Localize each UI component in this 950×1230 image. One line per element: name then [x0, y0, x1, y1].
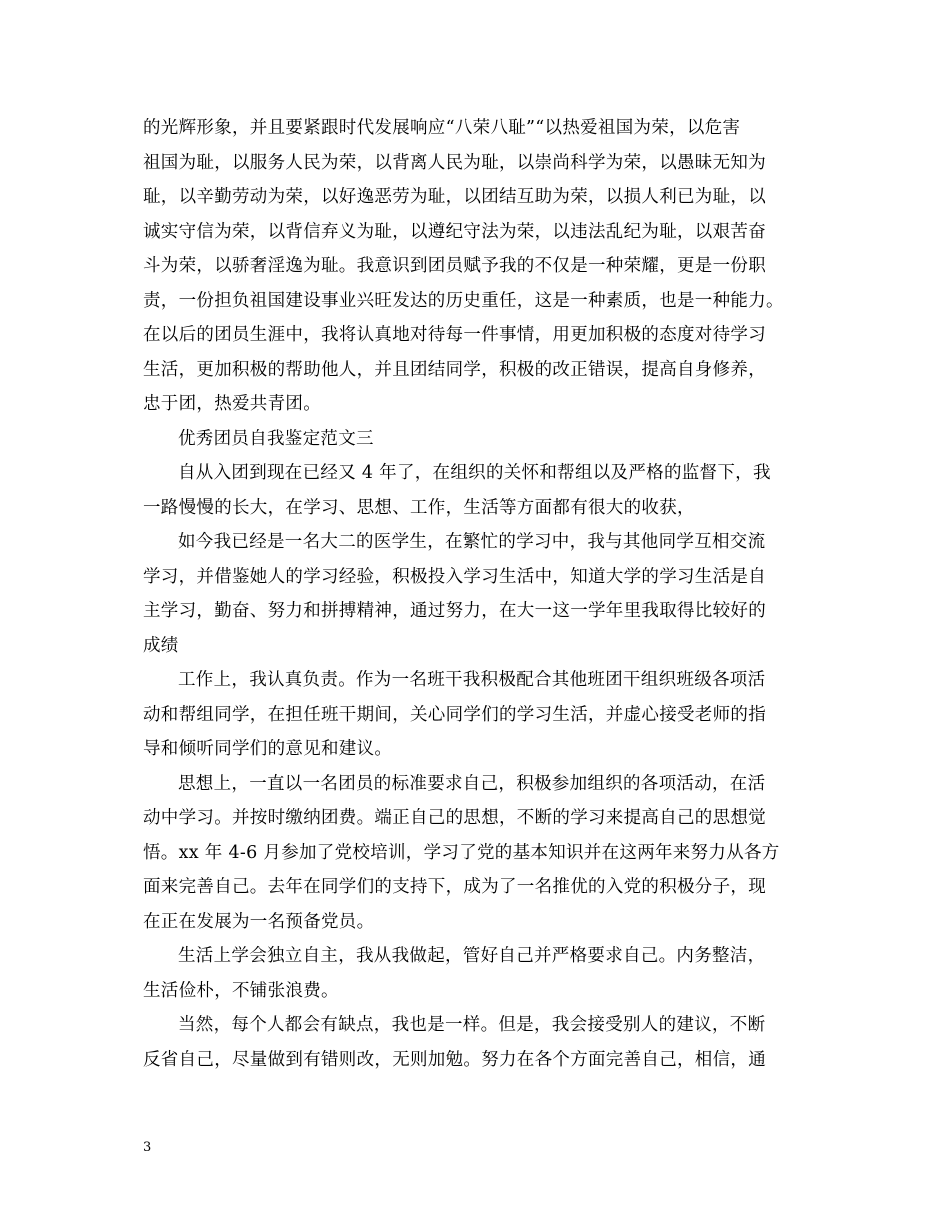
text-line: 生活，更加积极的帮助他人，并且团结同学，积极的改正错误，提高自身修养，: [143, 359, 766, 380]
text-line: 主学习，勤奋、努力和拼搏精神，通过努力，在大一这一学年里我取得比较好的: [143, 601, 766, 621]
text-line: 生活俭朴，不铺张浪费。: [143, 980, 339, 1001]
text-line: 动和帮组同学，在担任班干期间，关心同学们的学习生活，并虚心接受老师的指: [143, 704, 766, 725]
text-line: 责，一份担负祖国建设事业兴旺发达的历史重任，这是一种素质，也是一种能力。: [143, 290, 784, 311]
paragraph-first-line: 生活上学会独立自主，我从我做起，管好自己并严格要求自己。内务整洁，: [178, 946, 766, 966]
text-line: 祖国为耻，以服务人民为荣，以背离人民为耻，以崇尚科学为荣，以愚昧无知为: [143, 152, 766, 173]
text-line: 的光辉形象，并且要紧跟时代发展响应“八荣八耻”“以热爱祖国为荣，以危害: [143, 118, 741, 138]
text-line: 学习，并借鉴她人的学习经验，积极投入学习生活中，知道大学的学习生活是自: [143, 566, 766, 587]
text-line: 诚实守信为荣，以背信弃义为耻，以遵纪守法为荣，以违法乱纪为耻，以艰苦奋: [143, 221, 766, 242]
text-line: 忠于团，热爱共青团。: [143, 394, 321, 414]
text-line: 面来完善自己。去年在同学们的支持下，成为了一名推优的入党的积极分子，现: [143, 877, 766, 897]
paragraph-first-line: 工作上，我认真负责。作为一名班干我积极配合其他班团干组织班级各项活: [178, 670, 766, 690]
text-line: 成绩: [143, 635, 179, 656]
text-line: 动中学习。并按时缴纳团费。端正自己的思想，不断的学习来提高自己的思想觉: [143, 808, 766, 828]
text-line: 导和倾听同学们的意见和建议。: [143, 739, 393, 759]
text-line: 斗为荣，以骄奢淫逸为耻。我意识到团员赋予我的不仅是一种荣耀，更是一份职: [143, 256, 766, 276]
paragraph-first-line: 思想上，一直以一名团员的标准要求自己，积极参加组织的各项活动，在活: [178, 773, 766, 794]
paragraph-first-line: 自从入团到现在已经又 4 年了，在组织的关怀和帮组以及严格的监督下，我: [178, 463, 771, 483]
section-heading: 优秀团员自我鉴定范文三: [178, 428, 374, 449]
text-line: 反省自己，尽量做到有错则改，无则加勉。努力在各个方面完善自己，相信，通: [143, 1049, 766, 1070]
text-line: 悟。xx 年 4-6 月参加了党校培训，学习了党的基本知识并在这两年来努力从各方: [143, 842, 780, 863]
text-line: 在正在发展为一名预备党员。: [143, 911, 375, 932]
text-line: 耻，以辛勤劳动为荣，以好逸恶劳为耻，以团结互助为荣，以损人利已为耻，以: [143, 187, 766, 207]
paragraph-first-line: 当然，每个人都会有缺点，我也是一样。但是，我会接受别人的建议，不断: [178, 1015, 766, 1035]
text-line: 一路慢慢的长大，在学习、思想、工作，生活等方面都有很大的收获，: [143, 497, 695, 518]
paragraph-first-line: 如今我已经是一名大二的医学生，在繁忙的学习中，我与其他同学互相交流: [178, 532, 766, 552]
text-line: 在以后的团员生涯中，我将认真地对待每一件事情，用更加积极的态度对待学习: [143, 325, 766, 345]
page-number: 3: [143, 1140, 152, 1155]
